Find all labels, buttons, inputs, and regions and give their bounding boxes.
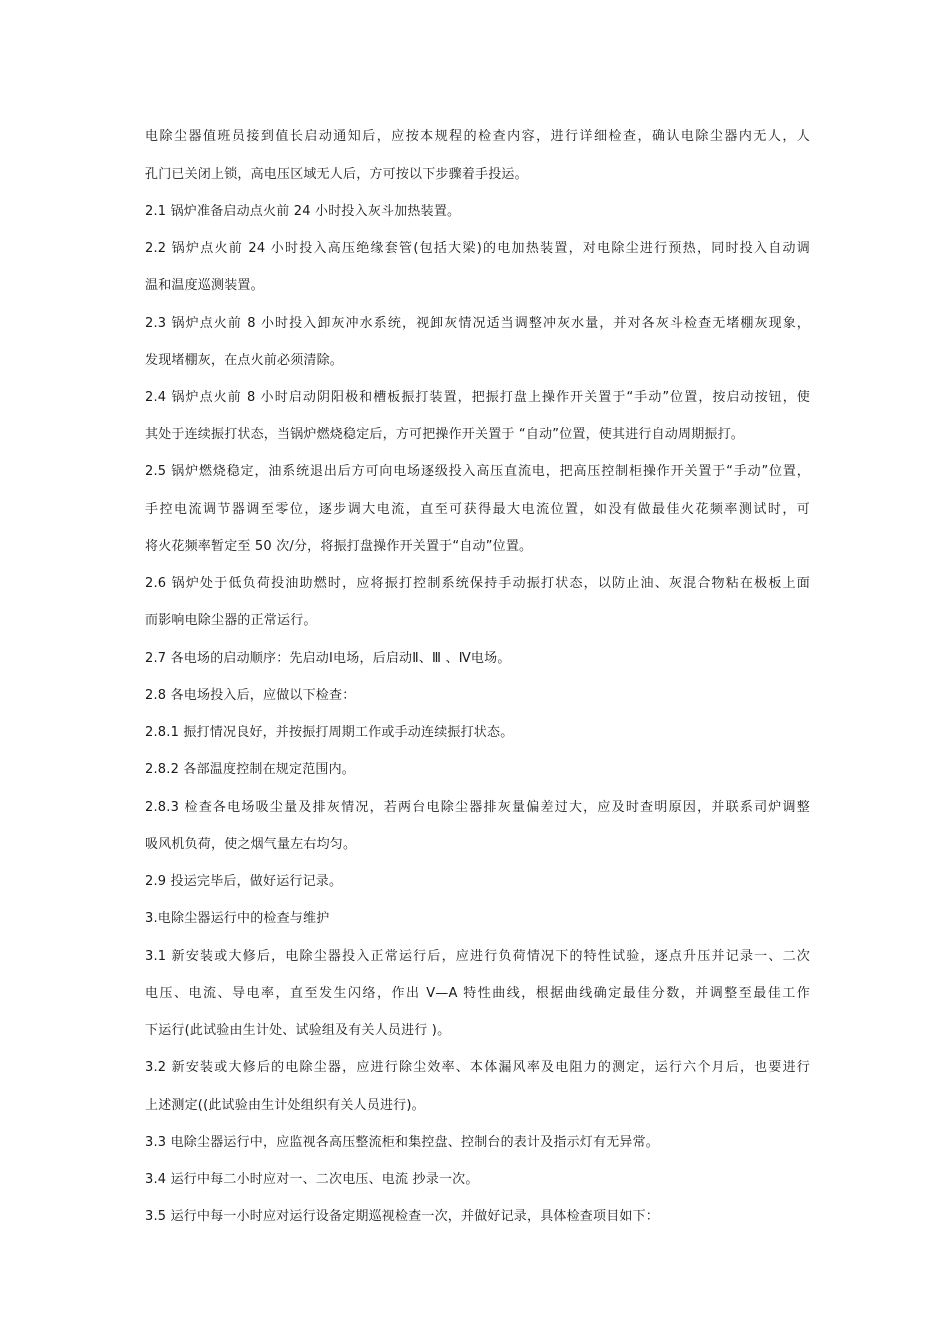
text-line: 2.3 锅炉点火前 8 小时投入卸灰冲水系统，视卸灰情况适当调整冲灰水量，并对各灰斗检查无堵棚灰现象， bbox=[145, 316, 810, 331]
text-line: 上述测定((此试验由生计处组织有关人员进行)。 bbox=[145, 1098, 425, 1113]
text-line: 2.9 投运完毕后，做好运行记录。 bbox=[145, 874, 343, 889]
text-line: 吸风机负荷，使之烟气量左右均匀。 bbox=[145, 837, 357, 852]
text-line: 2.8.1 振打情况良好，并按振打周期工作或手动连续振打状态。 bbox=[145, 725, 514, 740]
text-line: 3.4 运行中每二小时应对一、二次电压、电流 抄录一次。 bbox=[145, 1172, 479, 1187]
text-line: 发现堵棚灰，在点火前必须清除。 bbox=[145, 353, 344, 368]
text-line: 2.8 各电场投入后，应做以下检查： bbox=[145, 688, 356, 703]
text-line: 而影响电除尘器的正常运行。 bbox=[145, 613, 317, 628]
text-line: 电除尘器值班员接到值长启动通知后，应按本规程的检查内容，进行详细检查，确认电除尘器内无人，人 bbox=[145, 129, 810, 144]
text-line: 2.2 锅炉点火前 24 小时投入高压绝缘套管(包括大梁)的电加热装置，对电除尘进行预热，同时投入自动调 bbox=[145, 241, 810, 256]
text-line: 3.3 电除尘器运行中，应监视各高压整流柜和集控盘、控制台的表计及指示灯有无异常。 bbox=[145, 1135, 660, 1150]
text-line: 2.8.3 检查各电场吸尘量及排灰情况，若两台电除尘器排灰量偏差过大，应及时查明原因，并联系司炉调整 bbox=[145, 800, 810, 815]
text-line: 3.2 新安装或大修后的电除尘器，应进行除尘效率、本体漏风率及电阻力的测定，运行六个月后，也要进行 bbox=[145, 1060, 810, 1075]
text-line: 下运行(此试验由生计处、试验组及有关人员进行 )。 bbox=[145, 1023, 451, 1038]
text-line: 2.7 各电场的启动顺序：先启动Ⅰ电场，后启动Ⅱ、Ⅲ 、Ⅳ电场。 bbox=[145, 651, 511, 666]
text-line: 2.8.2 各部温度控制在规定范围内。 bbox=[145, 762, 356, 777]
text-line: 3.5 运行中每一小时应对运行设备定期巡视检查一次，并做好记录，具体检查项目如下： bbox=[145, 1209, 660, 1224]
text-line: 2.6 锅炉处于低负荷投油助燃时，应将振打控制系统保持手动振打状态，以防止油、灰混合物粘在极板上面 bbox=[145, 576, 810, 591]
text-line: 3.1 新安装或大修后，电除尘器投入正常运行后，应进行负荷情况下的特性试验，逐点升压并记录一、二次 bbox=[145, 949, 810, 964]
text-line: 2.4 锅炉点火前 8 小时启动阴阳极和槽板振打装置，把振打盘上操作开关置于“手动”位置，按启动按钮，使 bbox=[145, 390, 810, 405]
section-heading: 3.电除尘器运行中的检查与维护 bbox=[145, 911, 330, 926]
text-line: 温和温度巡测装置。 bbox=[145, 278, 264, 293]
text-line: 电压、电流、导电率，直至发生闪络，作出 V—A 特性曲线，根据曲线确定最佳分数，并调整至最佳工作 bbox=[145, 986, 810, 1001]
text-line: 将火花频率暂定至 50 次/分，将振打盘操作开关置于“自动”位置。 bbox=[145, 539, 533, 554]
text-line: 手控电流调节器调至零位，逐步调大电流，直至可获得最大电流位置，如没有做最佳火花频率测试时，可 bbox=[145, 502, 810, 517]
text-line: 2.5 锅炉燃烧稳定，油系统退出后方可向电场逐级投入高压直流电，把高压控制柜操作开关置于“手动”位置， bbox=[145, 464, 810, 479]
text-line: 2.1 锅炉准备启动点火前 24 小时投入灰斗加热装置。 bbox=[145, 204, 461, 219]
text-line: 其处于连续振打状态，当锅炉燃烧稳定后，方可把操作开关置于 “自动”位置，使其进行自动周期振打。 bbox=[145, 427, 745, 442]
text-line: 孔门已关闭上锁，高电压区域无人后，方可按以下步骤着手投运。 bbox=[145, 167, 528, 182]
